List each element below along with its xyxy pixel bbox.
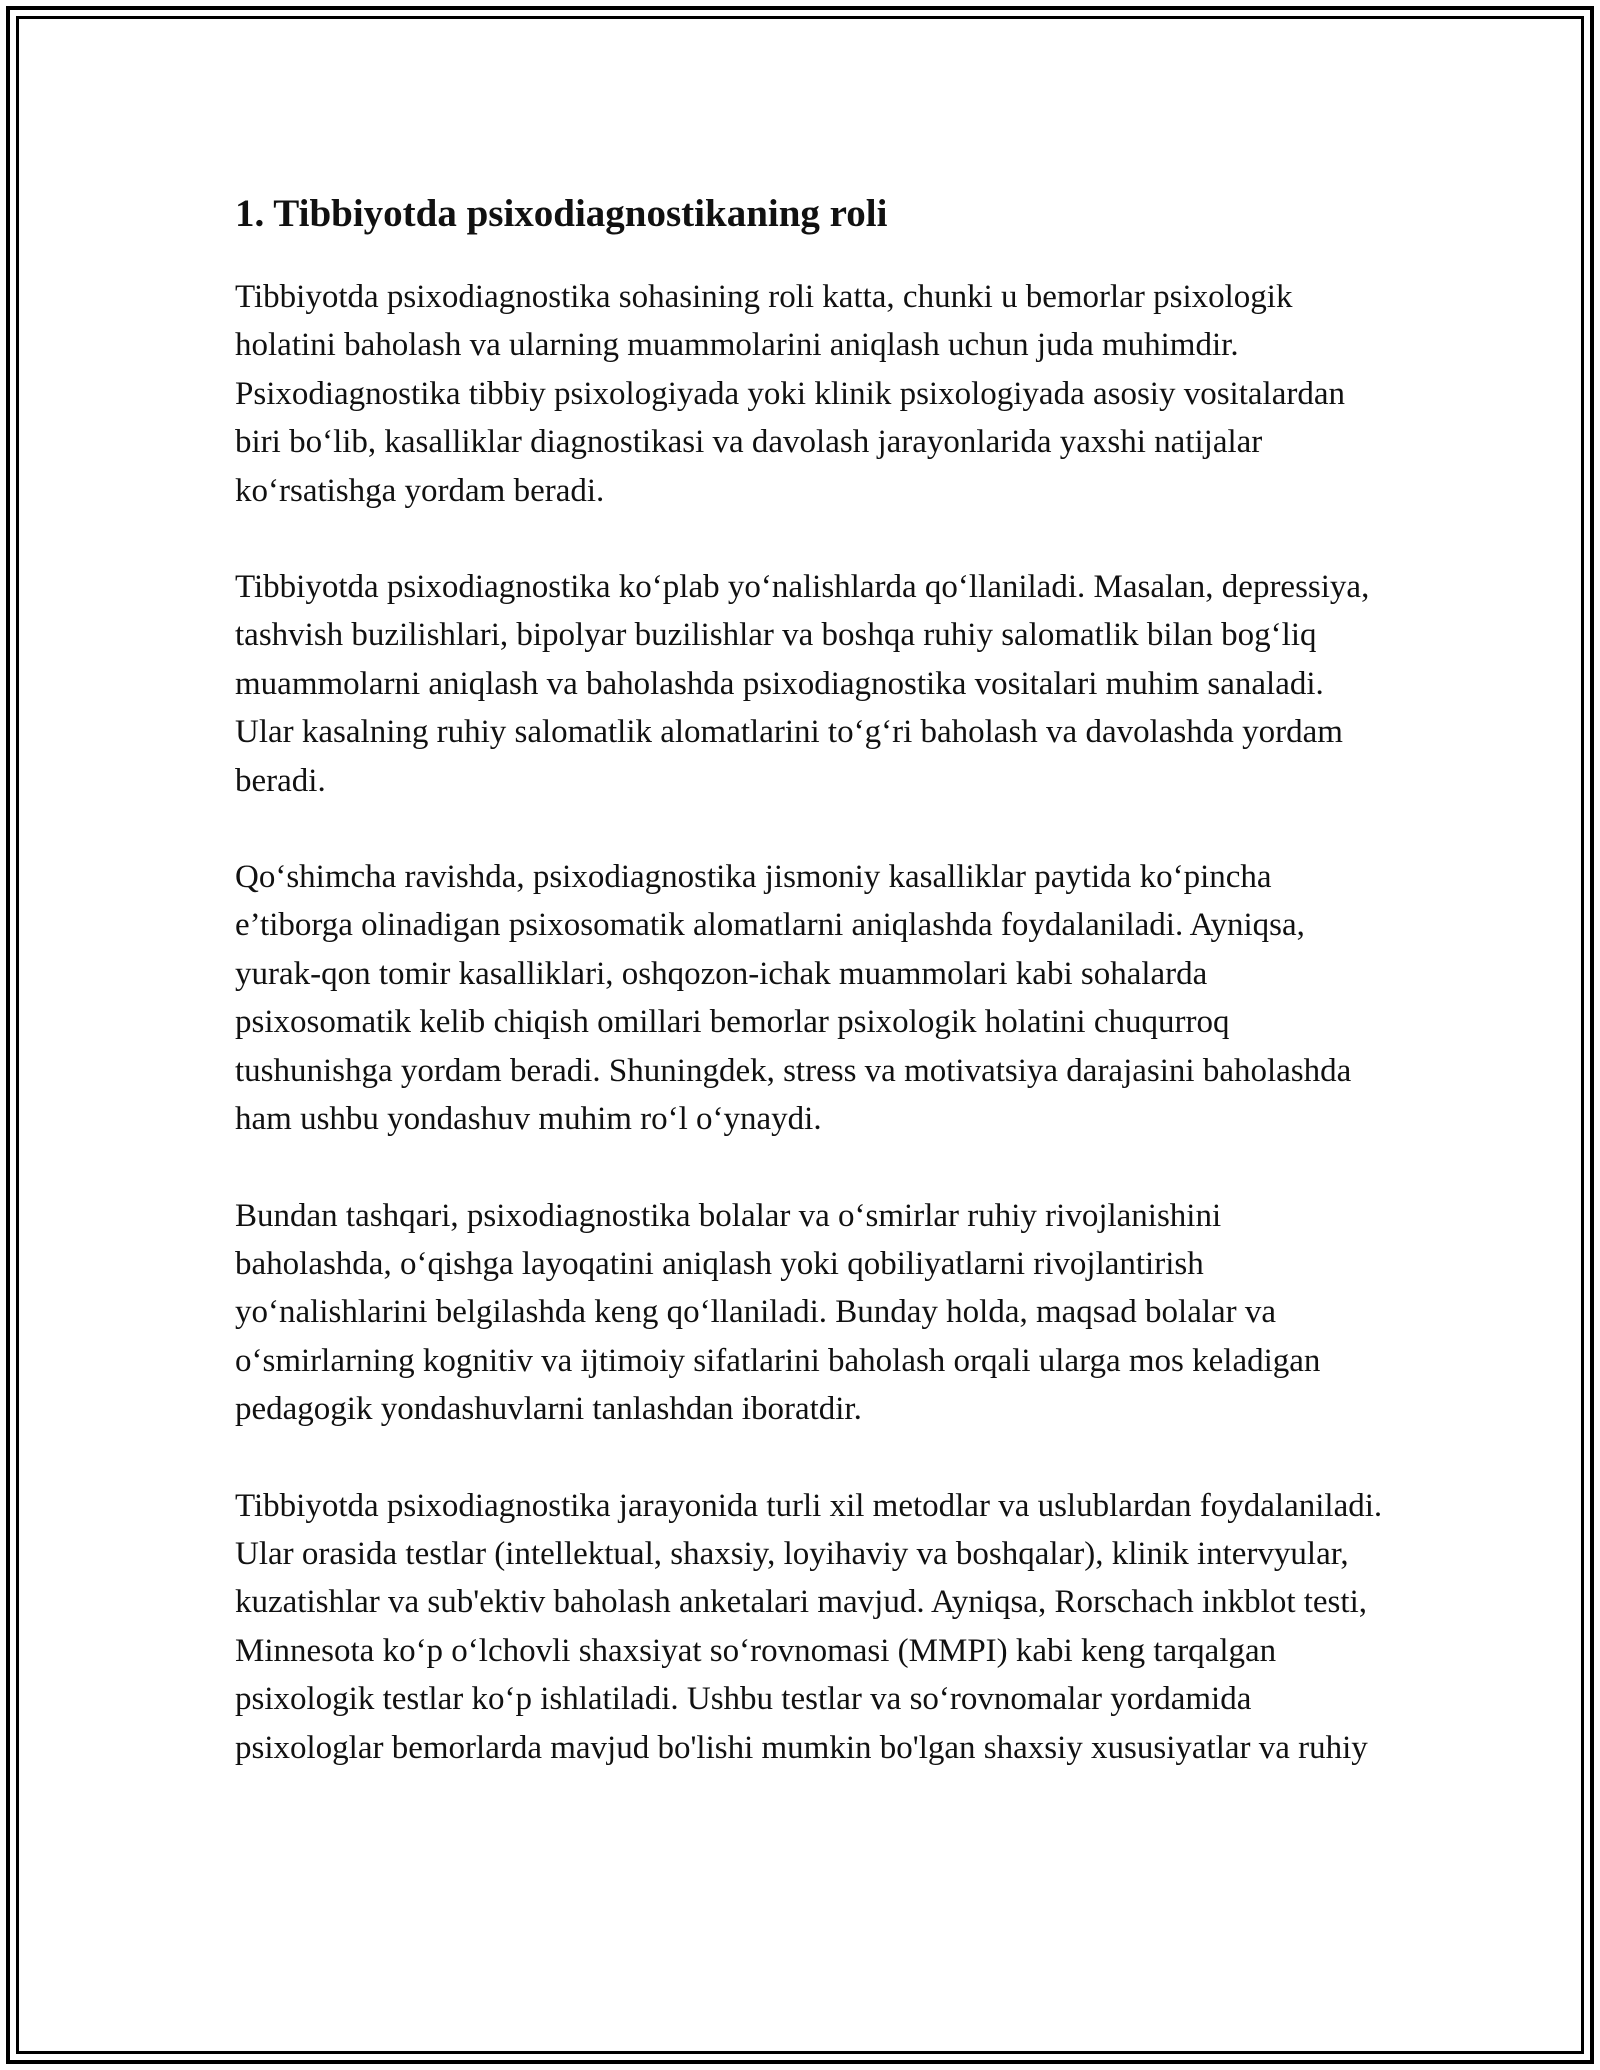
paragraph-4: Bundan tashqari, psixodiagnostika bolalar va o‘smirlar ruhiy rivojlanishini baholashda, o‘qishga layoqatini aniqlash yoki qobiliyatlarni rivojlantirish yo‘nalishlarini belgilashda keng qo‘llaniladi. Bunday holda, maqsad bolalar va o‘smirlarning kognitiv va ijtimoiy sifatlarini baholash orqali ularga mos keladigan pedagogik yondashuvlarni tanlashdan iboratdir.	[235, 1197, 1321, 1428]
paragraph-2: Tibbiyotda psixodiagnostika ko‘plab yo‘nalishlarda qo‘llaniladi. Masalan, depressiya, tashvish buzilishlari, bipolyar buzilishlar va boshqa ruhiy salomatlik bilan bog‘liq muammolarni aniqlash va baholashda psixodiagnostika vositalari muhim sanaladi. Ular kasalning ruhiy salomatlik alomatlarini to‘g‘ri baholash va davolashda yordam beradi.	[235, 569, 1370, 799]
paragraph-3: Qo‘shimcha ravishda, psixodiagnostika jismoniy kasalliklar paytida ko‘pincha e’tiborga olinadigan psixosomatik alomatlarni aniqlashda foydalaniladi. Ayniqsa, yurak-qon tomir kasalliklari, oshqozon-ichak muammolari kabi sohalarda psixosomatik kelib chiqish omillari bemorlar psixologik holatini chuqurroq tushunishga yordam beradi. Shuningdek, stress va motivatsiya darajasini baholashda ham ushbu yondashuv muhim ro‘l o‘ynaydi.	[235, 859, 1352, 1138]
section-heading: 1. Tibbiyotda psixodiagnostikaning roli	[235, 192, 888, 235]
document-body	[235, 185, 1385, 1820]
paragraph-5: Tibbiyotda psixodiagnostika jarayonida turli xil metodlar va uslublardan foydalaniladi. Ular orasida testlar (intellektual, shaxsiy, loyihaviy va boshqalar), klinik intervyular, kuzatishlar va sub'ektiv baholash anketalari mavjud. Ayniqsa, Rorschach inkblot testi, Minnesota ko‘p o‘lchovli shaxsiyat so‘rovnomasi (MMPI) kabi keng tarqalgan psixologik testlar ko‘p ishlatiladi. Ushbu testlar va so‘rovnomalar yordamida psixologlar bemorlarda mavjud bo'lishi mumkin bo'lgan shaxsiy xususiyatlar va ruhiy	[235, 1487, 1383, 1766]
paragraph-1: Tibbiyotda psixodiagnostika sohasining roli katta, chunki u bemorlar psixologik holatini baholash va ularning muammolarini aniqlash uchun juda muhimdir. Psixodiagnostika tibbiy psixologiyada yoki klinik psixologiyada asosiy vositalardan biri bo‘lib, kasalliklar diagnostikasi va davolash jarayonlarida yaxshi natijalar ko‘rsatishga yordam beradi.	[235, 279, 1345, 509]
